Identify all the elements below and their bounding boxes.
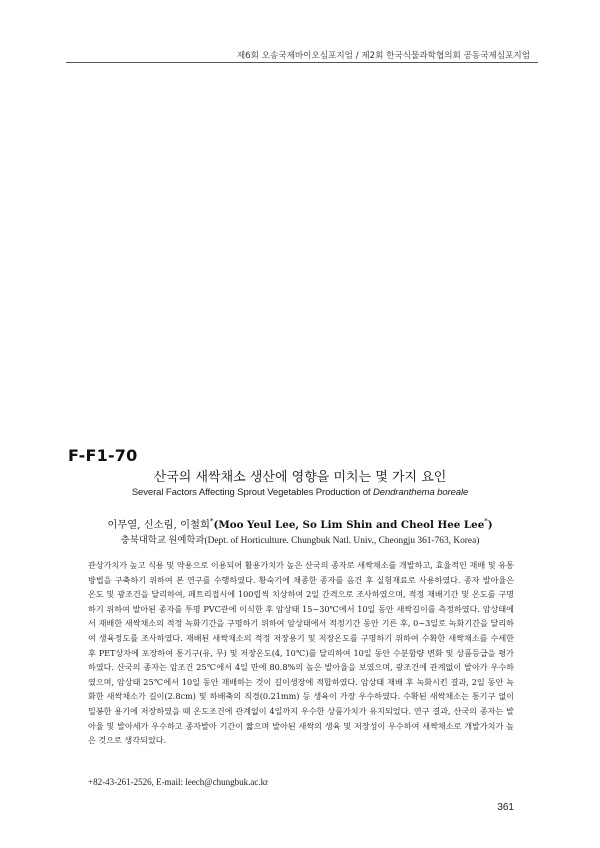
paper-title-english-species: Dendranthema boreale: [373, 487, 469, 498]
affiliation: 충북대학교 원예학과(Dept. of Horticulture. Chungbuk Natl. Univ., Cheongju 361-763, Korea): [120, 536, 480, 546]
paper-title-english: [0, 487, 600, 498]
authors-english: (Moo Yeul Lee, So Lim Shin and Cheol Hee Lee: [213, 519, 485, 531]
page-number: 361: [497, 802, 514, 813]
conference-header-title: 제6회 오송국제바이오심포지엄 / 제2회 한국식물과학협의회 공동국제심포지엄: [236, 51, 530, 61]
corresponding-author-mark: *: [209, 517, 214, 526]
paper-code: F-F1-70: [68, 446, 138, 465]
abstract-body: 관상가치가 높고 식용 및 약용으로 이용되어 활용가치가 높은 산국의 종자로 새싹채소를 개발하고, 효율적인 재배 및 유통방법을 구축하기 위하여 본 연구를 수행하였다. 황숙기에 채종한 종자를 음건 후 실험재료로 사용하였다. 종자 발아율은 온도 및 광조건을 달리하여, 페트리접시에 100립씩 치상하여 2일 간격으로 조사하였으며, 적정 재배기간 및 온도를 구명하기 위하여 발아된 종자를 투명 PVC관에 이식한 후 암상태 15~30℃에서 10일 동안 새싹길이를 측정하였다. 암상태에서 재배한 새싹채소의 적정 녹화기간을 구명하기 위하여 암상태에서 적정기간 동안 기른 후, 0~3일로 녹화기간을 달리하여 생육정도를 조사하였다. 재배된 새싹채소의 적정 저장용기 및 저장온도를 구명하기 위하여 수확한 새싹채소를 수세한 후 PET상자에 포장하여 통기구(유, 무) 및 저장온도(4, 10℃)를 달리하여 10일 동안 수분함량 변화 및 상품등급을 평가하였다. 산국의 종자는 암조건 25℃에서 4일 만에 80.8%의 높은 발아율을 보였으며, 광조건에 관계없이 발아가 우수하였으며, 암상태 25℃에서 10일 동안 재배하는 것이 길이생장에 적합하였다. 암상태 재배 후 녹화시킨 결과, 2일 동안 녹화한 새싹채소가 길이(2.8cm) 및 하배축의 직경(0.21mm) 등 생육이 가장 우수하였다. 수확된 새싹채소는 통기구 없이 밀봉한 용기에 저장하였을 때 온도조건에 관계없이 4일까지 우수한 상품가치가 유지되었다. 연구 결과, 산국의 종자는 발아율 및 발아세가 우수하고 종자발아 기간이 짧으며 발아된 새싹의 생육 및 저장성이 우수하여 새싹채소로 개발가치가 높은 것으로 생각되었다.: [88, 560, 514, 746]
contact-info: +82-43-261-2526, E-mail: leech@chungbuk.ac.kr: [88, 777, 269, 787]
paper-title-korean: 산국의 새싹채소 생산에 영향을 미치는 몇 가지 요인: [153, 470, 447, 485]
authors-line: [0, 516, 600, 531]
authors-english-close: ): [487, 519, 493, 531]
paper-title-english-prefix: Several Factors Affecting Sprout Vegetables Production of: [131, 487, 371, 498]
corresponding-author-mark-english: *: [484, 517, 488, 526]
header-divider: [66, 62, 538, 63]
authors-korean: 이무열, 신소림, 이철희: [107, 519, 210, 531]
